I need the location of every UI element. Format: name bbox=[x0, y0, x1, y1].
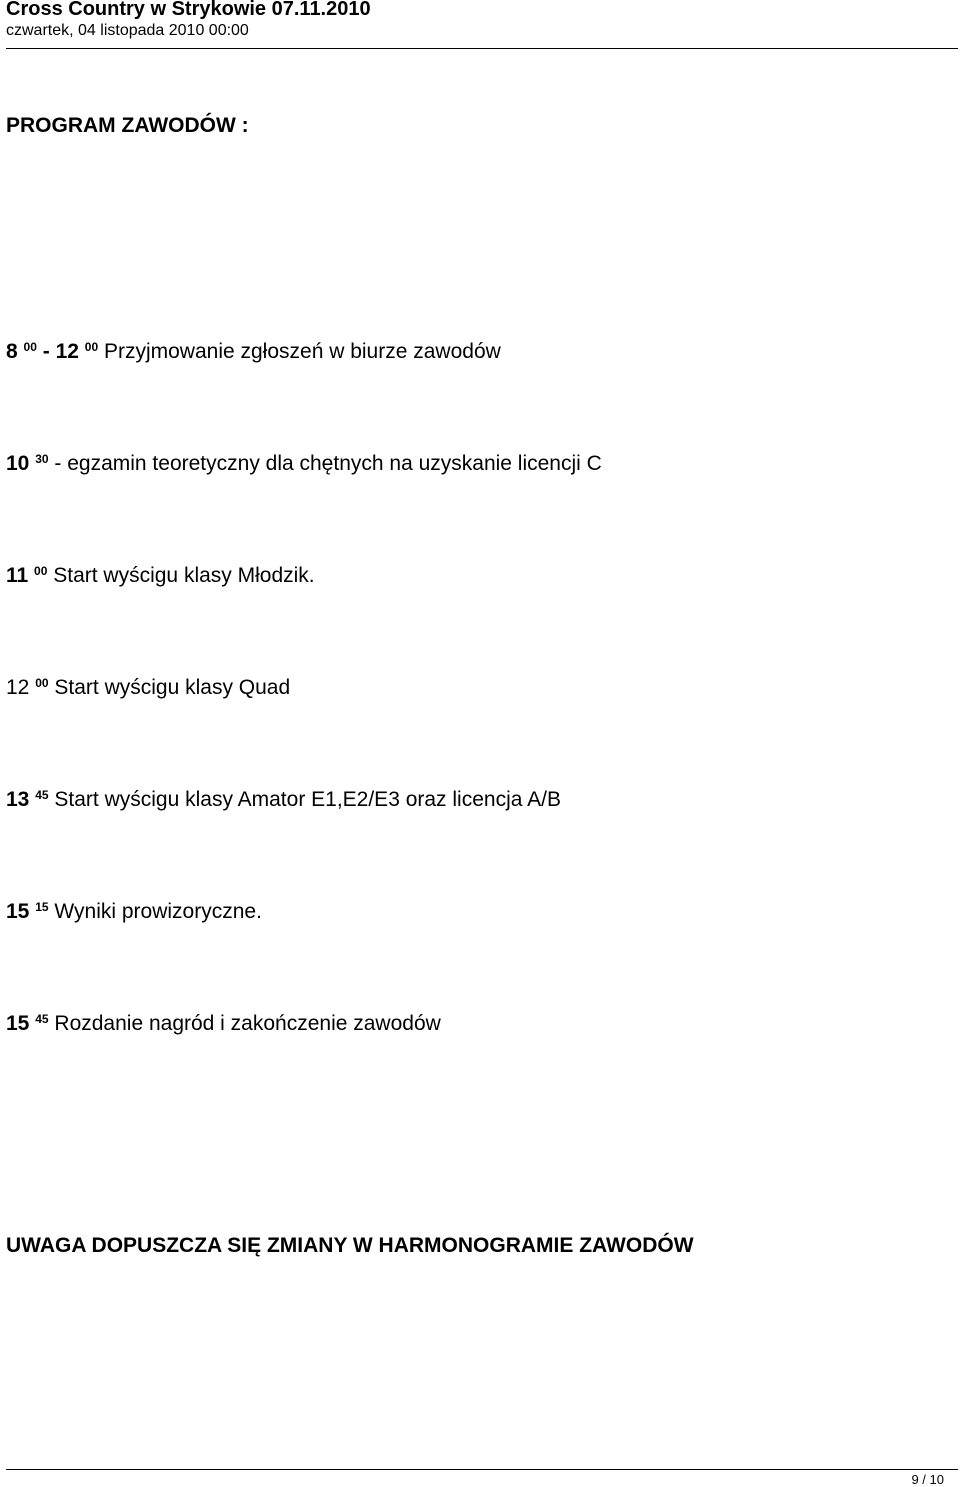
schedule-description: Wyniki prowizoryczne. bbox=[48, 900, 262, 923]
time-minutes: 15 bbox=[35, 900, 49, 914]
time-minutes: 45 bbox=[35, 1012, 49, 1026]
time-minutes: 00 bbox=[35, 676, 49, 690]
time-hour: 12 bbox=[6, 676, 30, 699]
article-date: czwartek, 04 listopada 2010 00:00 bbox=[6, 22, 249, 39]
schedule-description: Start wyścigu klasy Amator E1,E2/E3 oraz licencja A/B bbox=[48, 788, 561, 811]
page-number: 9 / 10 bbox=[911, 1472, 944, 1487]
time-minutes-end: 00 bbox=[84, 340, 99, 354]
time-hour: 15 bbox=[6, 1012, 30, 1035]
schedule-description: - egzamin teoretyczny dla chętnych na uzyskanie licencji C bbox=[48, 452, 602, 475]
program-heading: PROGRAM ZAWODÓW : bbox=[6, 114, 249, 137]
time-minutes: 00 bbox=[23, 340, 37, 354]
schedule-item bbox=[6, 563, 315, 591]
time-minutes: 30 bbox=[35, 452, 49, 466]
time-separator: - bbox=[36, 340, 56, 363]
schedule-description: Start wyścigu klasy Młodzik. bbox=[47, 564, 315, 587]
schedule-item bbox=[6, 451, 602, 479]
schedule-item bbox=[6, 339, 501, 367]
time-hour-end: 12 bbox=[55, 340, 79, 363]
footer-divider bbox=[6, 1469, 958, 1470]
schedule-item bbox=[6, 1011, 441, 1039]
time-hour: 10 bbox=[6, 452, 30, 475]
header-divider bbox=[6, 48, 958, 49]
schedule-item bbox=[6, 899, 262, 927]
time-hour: 13 bbox=[6, 788, 30, 811]
time-hour: 11 bbox=[6, 564, 29, 587]
time-hour: 15 bbox=[6, 900, 30, 923]
schedule-item bbox=[6, 675, 290, 703]
time-minutes: 00 bbox=[34, 564, 48, 578]
time-minutes: 45 bbox=[35, 788, 49, 802]
schedule-description: Rozdanie nagród i zakończenie zawodów bbox=[48, 1012, 441, 1035]
schedule-description: Przyjmowanie zgłoszeń w biurze zawodów bbox=[98, 340, 501, 363]
article-title: Cross Country w Strykowie 07.11.2010 bbox=[6, 0, 371, 20]
time-hour: 8 bbox=[6, 340, 18, 363]
schedule-description: Start wyścigu klasy Quad bbox=[48, 676, 291, 699]
schedule-change-warning: UWAGA DOPUSZCZA SIĘ ZMIANY W HARMONOGRAMIE ZAWODÓW bbox=[6, 1234, 694, 1257]
schedule-item bbox=[6, 787, 561, 815]
